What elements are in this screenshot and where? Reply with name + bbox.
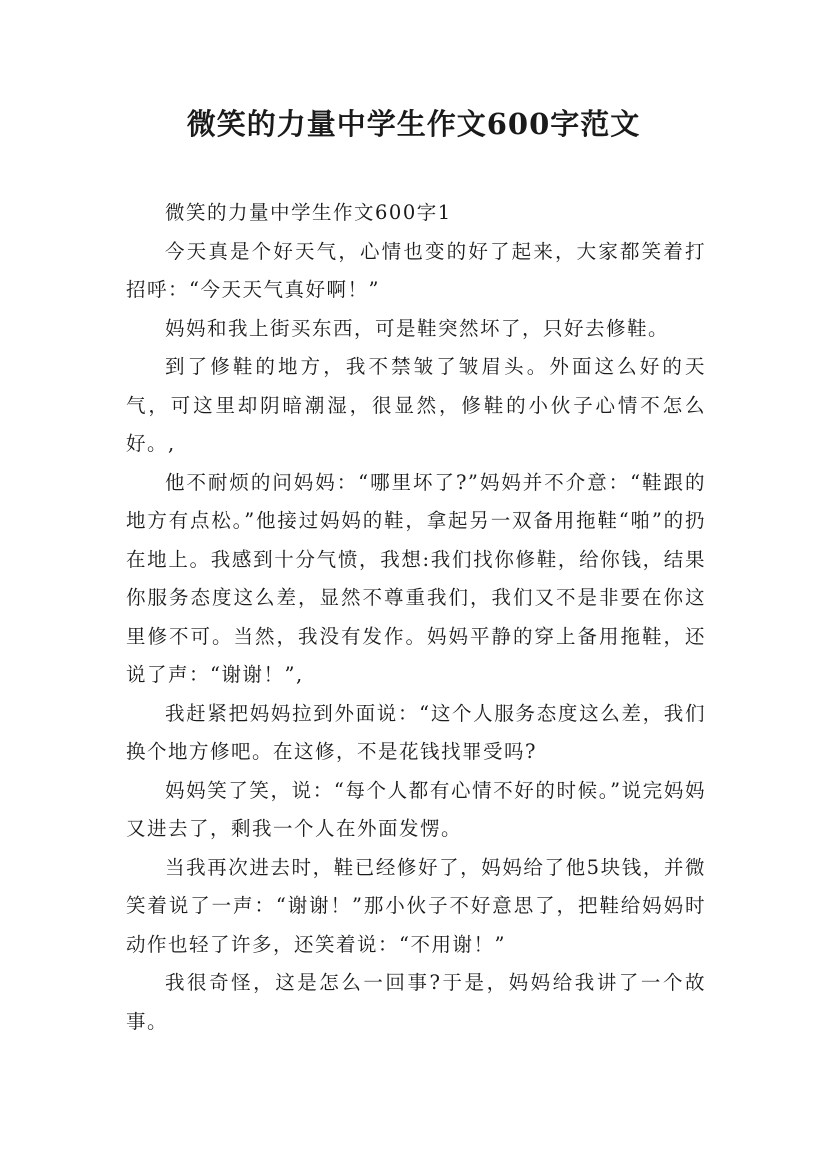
- paragraph: 他不耐烦的问妈妈：“哪里坏了?”妈妈并不介意：“鞋跟的地方有点松。”他接过妈妈的鞋，拿起另一双备用拖鞋“啪”的扔在地上。我感到十分气愤，我想:我们找你修鞋，给你钱，结果你服务态度这么差，显然不尊重我们，我们又不是非要在你这里修不可。当然，我没有发作。妈妈平静的穿上备用拖鞋，还说了声：“谢谢！”,: [126, 470, 706, 686]
- essay-subtitle: 微笑的力量中学生作文600字1: [165, 201, 452, 224]
- paragraph: 我很奇怪，这是怎么一回事?于是，妈妈给我讲了一个故事。: [126, 971, 706, 1033]
- page-title: 微笑的力量中学生作文600字范文: [186, 107, 641, 141]
- paragraph: 今天真是个好天气，心情也变的好了起来，大家都笑着打招呼：“今天天气真好啊！”: [126, 239, 706, 301]
- paragraph: 到了修鞋的地方，我不禁皱了皱眉头。外面这么好的天气，可这里却阴暗潮湿，很显然，修鞋的小伙子心情不怎么好。,: [126, 355, 706, 455]
- paragraph: 妈妈和我上街买东西，可是鞋突然坏了，只好去修鞋。: [165, 316, 670, 340]
- paragraph: 妈妈笑了笑，说：“每个人都有心情不好的时候。”说完妈妈又进去了，剩我一个人在外面发愣。: [126, 778, 706, 840]
- essay-body: [126, 194, 706, 1041]
- paragraph: 我赶紧把妈妈拉到外面说：“这个人服务态度这么差，我们换个地方修吧。在这修，不是花钱找罪受吗?: [126, 701, 706, 763]
- paragraph: 当我再次进去时，鞋已经修好了，妈妈给了他5块钱，并微笑着说了一声：“谢谢！”那小伙子不好意思了，把鞋给妈妈时动作也轻了许多，还笑着说：“不用谢！”: [126, 855, 706, 956]
